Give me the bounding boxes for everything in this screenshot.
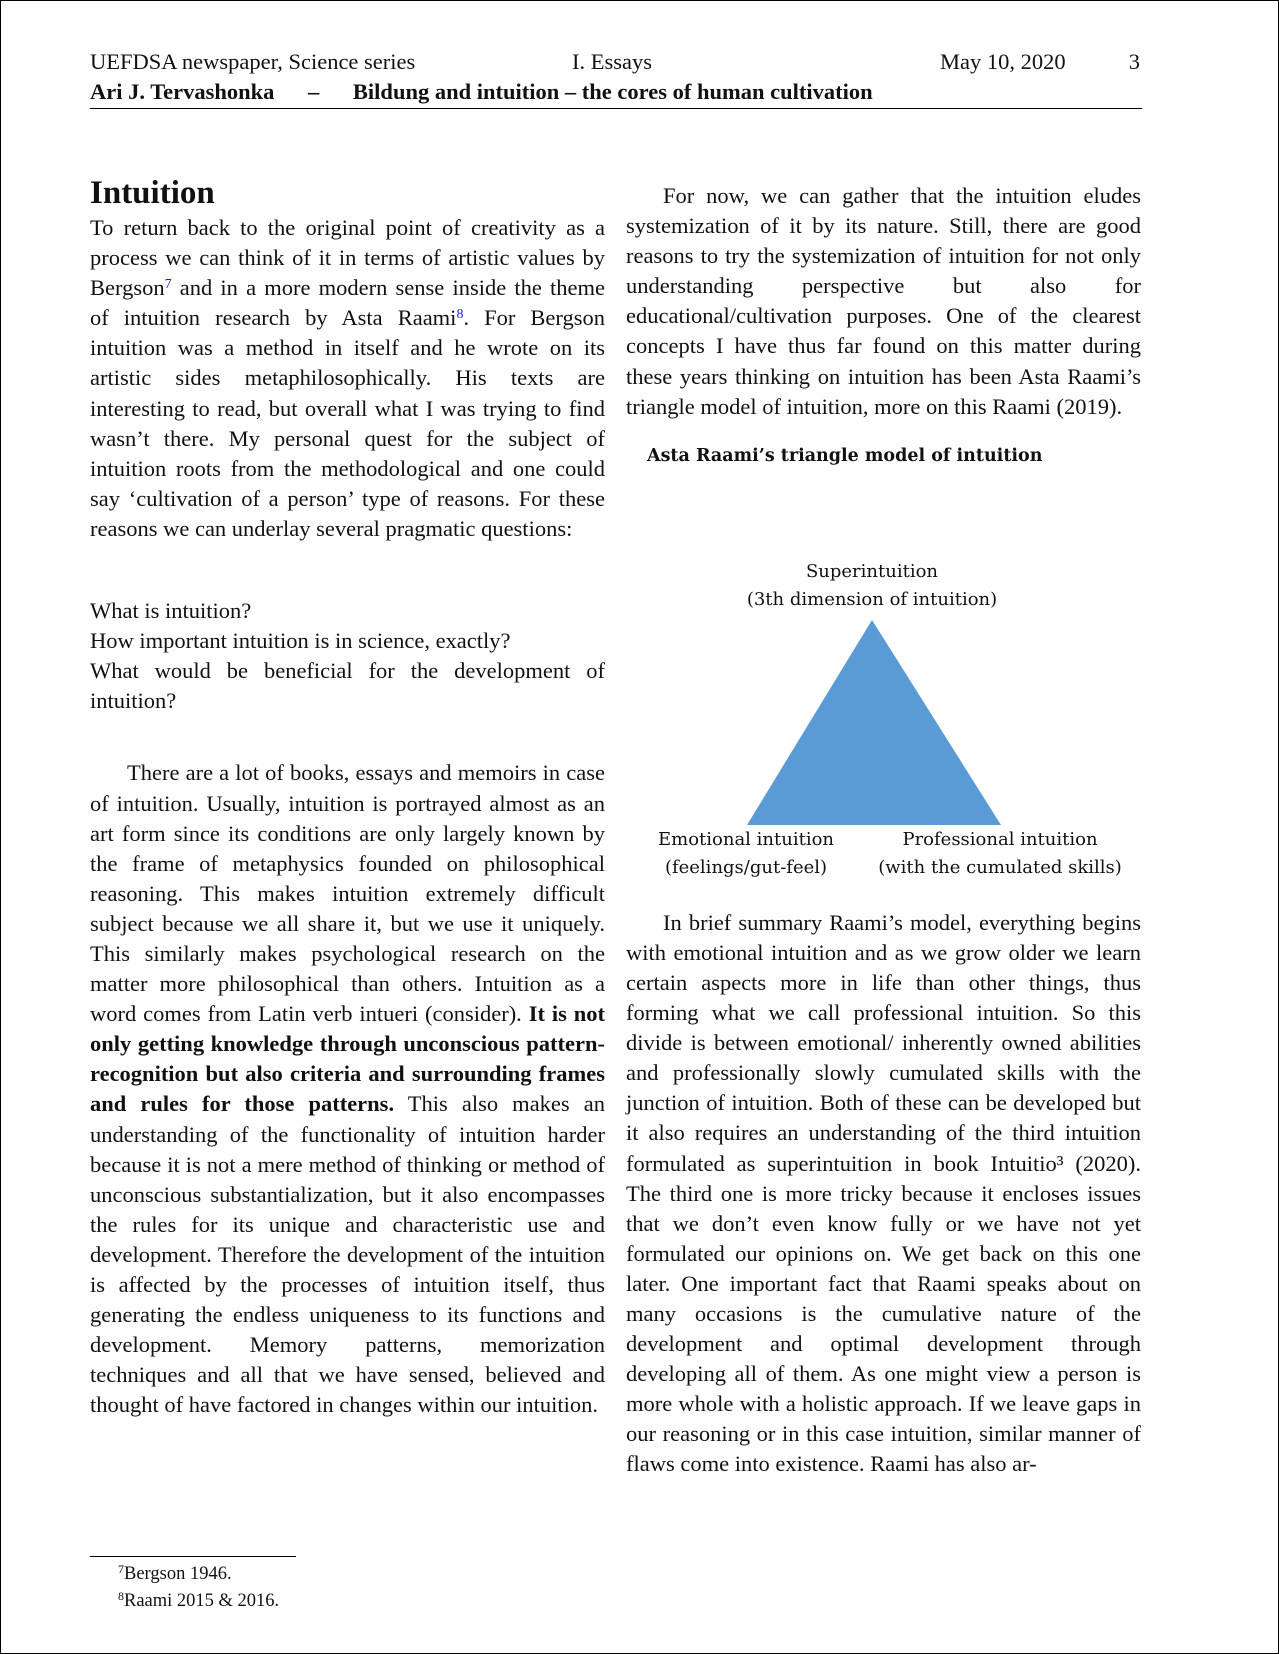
emotional-intuition-label: Emotional intuition (657, 828, 835, 850)
page-number: 3 (1128, 49, 1140, 74)
author-name: Ari J. Tervashonka (90, 79, 275, 104)
footnote-text: Raami 2015 & 2016. (124, 1591, 280, 1611)
footnote-text: Bergson 1946. (124, 1564, 232, 1584)
right-column (626, 181, 1141, 1480)
intro-text-b: and in a more modern sense inside the theme of intuition research by Asta Raami (90, 275, 605, 331)
article-title: Bildung and intuition – the cores of human cultivation (352, 79, 873, 104)
section-heading: Intuition (90, 175, 215, 211)
question-item: How important intuition is in science, exactly? (90, 628, 511, 654)
footnote-7 (118, 1561, 279, 1588)
right-label (878, 826, 1122, 882)
body-paragraph (90, 758, 605, 1420)
triangle-figure (626, 468, 1141, 908)
footnote-ref-8[interactable]: 8 (456, 307, 464, 323)
footnote-rule (90, 1556, 296, 1557)
intro-paragraph (90, 213, 605, 544)
body-text-b: This also makes an understanding of the functionality of intuition harder because it is not a mere method of thinking or method of unconscious substantialization, but it also encompasses the rules for its unique and characteristic use and development. Therefore the development of the intuition is affected by the processes of intuition itself, thus generating the endless uniqueness to its functions and development. Memory patterns, memorization techniques and all that we have sensed, believed and thought of have factored in changes within our intuition. (90, 1091, 605, 1418)
body-paragraph: For now, we can gather that the intuition eludes systemization of it by its nature. Still, there are good reasons to try the systemization of intuition for not only understanding perspective but also for educational/cultivation purposes. One of the clearest concepts I have thus far found on this matter during these years thinking on intuition has been Asta Raami’s triangle model of intuition, more on this Raami (2019). (626, 183, 1141, 419)
footnote-ref-7[interactable]: 7 (164, 277, 172, 293)
question-item: What is intuition? (90, 598, 252, 624)
professional-intuition-label: Professional intuition (902, 828, 1098, 850)
article-byline (90, 77, 1140, 107)
footnote-8 (118, 1588, 279, 1615)
professional-intuition-sublabel: (with the cumulated skills) (878, 856, 1122, 878)
figure-title: Asta Raami’s triangle model of intuition (647, 445, 1043, 466)
header-rule (90, 108, 1142, 109)
footnote-mark: 8 (118, 1589, 124, 1603)
footnote-mark: 7 (118, 1562, 124, 1576)
issue-date: May 10, 2020 (940, 49, 1066, 74)
byline-dash: – (308, 79, 320, 104)
left-column (90, 173, 605, 1420)
section-name: I. Essays (572, 49, 652, 74)
emotional-intuition-sublabel: (feelings/gut-feel) (664, 856, 828, 878)
intro-text-a: To return back to the original point of creativity as a process we can think of it in terms of artistic values by Bergson (90, 215, 605, 301)
footnotes (118, 1561, 279, 1615)
publication-name: UEFDSA newspaper, Science series (90, 49, 416, 74)
running-header (90, 47, 1140, 77)
question-item: What would be beneficial for the development of intuition? (90, 658, 605, 714)
emphasized-text: It is not only getting knowledge through unconscious pattern-recognition but also criteria and surrounding frames and rules for those patterns. (90, 1001, 605, 1117)
intuition-triangle (747, 620, 1001, 825)
superintuition-label: Superintuition (805, 560, 939, 582)
superintuition-sublabel: (3th dimension of intuition) (746, 588, 998, 610)
intro-text-c: . For Bergson intuition was a method in itself and he wrote on its artistic sides metaphilosophically. His texts are interesting to read, but overall what I was trying to find wasn’t there. My personal quest for the subject of intuition roots from the methodological and one could say ‘cultivation of a person’ type of reasons. For these reasons we can underlay several pragmatic questions: (90, 305, 606, 541)
body-paragraph: In brief summary Raami’s model, everything begins with emotional intuition and as we grow older we learn certain aspects more in life than other things, thus forming what we call professional intuition. So this divide is between emotional/ inherently owned abilities and professionally slowly cumulated skills with the junction of intuition. Both of these can be developed but it also requires an understanding of the third intuition formulated as superintuition in book Intuitio³ (2020). The third one is more tricky because it encloses issues that we don’t even know fully or we have not yet formulated our opinions on. We get back on this one later. One important fact that Raami speaks about on many occasions is the cumulative nature of the development and optimal development through developing all of them. As one might view a person is more whole with a holistic approach. If we leave gaps in our reasoning or in this case intuition, similar manner of flaws come into existence. Raami has also ar- (626, 909, 1141, 1477)
left-label (658, 826, 834, 882)
body-text-a: There are a lot of books, essays and memoirs in case of intuition. Usually, intuition is portrayed almost as an art form since its conditions are only largely known by the frame of metaphysics founded on philosophical reasoning. This makes intuition extremely difficult subject because we all share it, but we use it uniquely. This similarly makes psychological research on the matter more philosophical than others. Intuition as a word comes from Latin verb intueri (consider). (90, 760, 605, 1027)
